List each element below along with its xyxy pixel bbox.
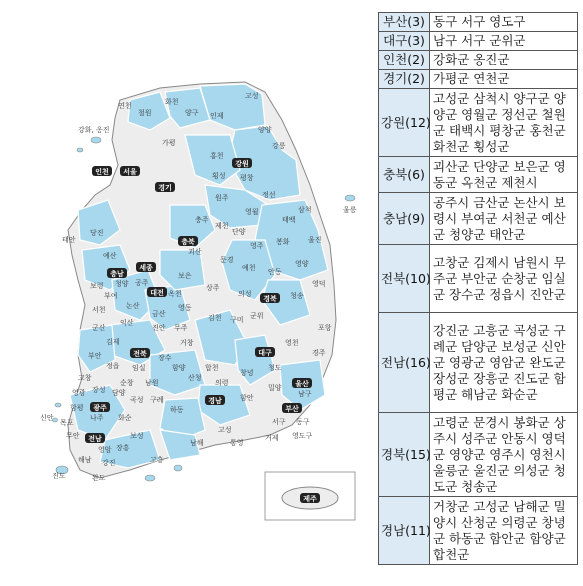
- svg-text:군산: 군산: [92, 324, 106, 332]
- svg-text:영월: 영월: [245, 208, 259, 216]
- svg-text:보령: 보령: [90, 282, 104, 290]
- svg-text:영동: 영동: [178, 304, 192, 312]
- legend-region: 충남(9): [379, 193, 430, 245]
- legend-list: 강진군 고흥군 곡성군 구례군 담양군 보성군 신안군 영광군 영암군 완도군 장성군 장흥군 진도군 함평군 해남군 화순군: [430, 313, 578, 413]
- svg-text:청도: 청도: [268, 364, 282, 372]
- legend-region: 경남(11): [379, 497, 430, 565]
- svg-text:철원: 철원: [138, 109, 152, 117]
- svg-text:공주: 공주: [135, 279, 149, 287]
- svg-text:고창: 고창: [78, 374, 92, 382]
- svg-text:경남: 경남: [208, 397, 222, 405]
- legend-row-gangwon: [379, 89, 578, 157]
- svg-text:보성: 보성: [130, 432, 144, 440]
- svg-text:영도구: 영도구: [292, 432, 313, 440]
- svg-text:김제: 김제: [106, 338, 120, 346]
- svg-text:서구: 서구: [272, 418, 286, 426]
- svg-text:청양: 청양: [115, 280, 129, 288]
- svg-text:담양: 담양: [112, 389, 126, 397]
- svg-text:서천: 서천: [92, 306, 106, 314]
- svg-text:태안: 태안: [62, 236, 76, 244]
- svg-text:장흥: 장흥: [116, 444, 130, 452]
- svg-text:가평: 가평: [162, 139, 176, 147]
- svg-text:부여: 부여: [104, 292, 118, 300]
- svg-text:충남: 충남: [110, 270, 124, 278]
- svg-text:함안: 함안: [240, 394, 254, 402]
- svg-text:거창: 거창: [180, 339, 194, 347]
- svg-text:세종: 세종: [139, 264, 153, 272]
- legend-list: 고성군 삼척시 양구군 양양군 영월군 정선군 철원군 태백시 평창군 홍천군 화천군 횡성군: [430, 89, 578, 157]
- svg-text:김천: 김천: [208, 314, 222, 322]
- svg-text:제주: 제주: [303, 495, 317, 503]
- svg-text:창녕: 창녕: [240, 369, 254, 377]
- svg-text:홍천: 홍천: [210, 152, 224, 160]
- svg-text:경주: 경주: [312, 349, 326, 357]
- legend-list: 거창군 고성군 남해군 밀양시 산청군 의령군 창녕군 하동군 함안군 함양군 합천군: [430, 497, 578, 565]
- svg-text:양양: 양양: [258, 126, 272, 134]
- svg-text:무안: 무안: [66, 432, 80, 440]
- legend-region: 부산(3): [379, 13, 430, 32]
- svg-text:익산: 익산: [120, 319, 134, 327]
- legend-region: 경북(15): [379, 413, 430, 497]
- svg-text:횡성: 횡성: [212, 172, 226, 180]
- svg-text:금산: 금산: [152, 310, 166, 318]
- svg-text:충북: 충북: [181, 238, 195, 246]
- legend-row-incheon: [379, 51, 578, 70]
- svg-text:서울: 서울: [123, 168, 137, 176]
- svg-text:논산: 논산: [126, 302, 140, 310]
- svg-text:상주: 상주: [206, 284, 220, 292]
- svg-text:구미: 구미: [230, 316, 244, 324]
- legend-list: 고창군 김제시 남원시 무주군 부안군 순창군 임실군 장수군 정읍시 진안군: [430, 245, 578, 313]
- svg-text:정선: 정선: [262, 191, 276, 199]
- legend-region: 인천(2): [379, 51, 430, 70]
- svg-text:원주: 원주: [215, 194, 229, 202]
- svg-text:포항: 포항: [318, 324, 332, 332]
- svg-text:안동: 안동: [268, 268, 282, 276]
- svg-text:장성: 장성: [92, 386, 106, 394]
- svg-text:청송: 청송: [290, 292, 304, 300]
- svg-text:하동: 하동: [170, 406, 184, 414]
- svg-text:함평: 함평: [70, 404, 84, 412]
- svg-text:경북: 경북: [263, 295, 277, 303]
- legend-row-chungbuk: [379, 157, 578, 193]
- svg-text:함양: 함양: [172, 364, 186, 372]
- svg-text:진도: 진도: [52, 472, 66, 480]
- svg-text:영주: 영주: [250, 242, 264, 250]
- svg-text:인천: 인천: [95, 168, 109, 176]
- svg-text:울릉: 울릉: [343, 206, 357, 214]
- legend-row-daegu: [379, 32, 578, 51]
- legend-region: 전남(16): [379, 313, 430, 413]
- svg-text:임실: 임실: [132, 364, 146, 372]
- legend-row-gyeongbuk: [379, 413, 578, 497]
- svg-text:군위: 군위: [250, 312, 264, 320]
- svg-text:연천: 연천: [118, 102, 132, 110]
- svg-text:삼척: 삼척: [298, 206, 312, 214]
- svg-text:신안: 신안: [40, 414, 54, 422]
- svg-text:나주: 나주: [90, 414, 104, 422]
- svg-text:통영: 통영: [230, 439, 244, 447]
- svg-text:남구: 남구: [298, 390, 312, 398]
- svg-text:전북: 전북: [133, 350, 147, 358]
- svg-text:당진: 당진: [90, 229, 104, 237]
- svg-text:대구: 대구: [258, 349, 272, 357]
- svg-text:장수: 장수: [158, 354, 172, 362]
- svg-text:제천: 제천: [215, 222, 229, 230]
- svg-text:경기: 경기: [158, 184, 172, 192]
- svg-text:남해: 남해: [190, 439, 204, 447]
- svg-text:영양: 영양: [295, 260, 309, 268]
- legend-list: 강화군 옹진군: [430, 51, 578, 70]
- svg-text:영암: 영암: [98, 446, 112, 454]
- svg-text:광주: 광주: [93, 404, 107, 412]
- svg-text:고성: 고성: [245, 92, 259, 100]
- svg-text:강릉: 강릉: [272, 142, 286, 150]
- svg-text:해남: 해남: [78, 456, 92, 464]
- legend-row-busan: [379, 13, 578, 32]
- legend-row-jeonnam: [379, 313, 578, 413]
- legend-region: 충북(6): [379, 157, 430, 193]
- svg-text:목포: 목포: [60, 419, 74, 427]
- svg-text:영덕: 영덕: [312, 280, 326, 288]
- legend-row-gyeongnam: [379, 497, 578, 565]
- svg-text:동구: 동구: [296, 418, 310, 426]
- svg-text:울산: 울산: [295, 380, 309, 388]
- legend-region: 강원(12): [379, 89, 430, 157]
- svg-text:영천: 영천: [285, 339, 299, 347]
- svg-text:합천: 합천: [205, 364, 219, 372]
- svg-text:고성: 고성: [218, 426, 232, 434]
- legend-list: 고령군 문경시 봉화군 상주시 성주군 안동시 영덕군 영양군 영주시 영천시 울릉군 울진군 의성군 청도군 청송군: [430, 413, 578, 497]
- legend-list: 가평군 연천군: [430, 70, 578, 89]
- svg-text:영광: 영광: [72, 389, 86, 397]
- legend-region: 대구(3): [379, 32, 430, 51]
- svg-text:예천: 예천: [242, 264, 256, 272]
- svg-text:화천: 화천: [165, 98, 179, 106]
- svg-text:예산: 예산: [103, 252, 117, 260]
- svg-text:의령: 의령: [215, 379, 229, 387]
- svg-text:밀양: 밀양: [268, 384, 282, 392]
- svg-text:충주: 충주: [195, 216, 209, 224]
- legend-row-chungnam: [379, 193, 578, 245]
- legend-list: 남구 서구 군위군: [430, 32, 578, 51]
- svg-text:평창: 평창: [240, 174, 254, 182]
- svg-text:곡성: 곡성: [130, 396, 144, 404]
- legend-list: 동구 서구 영도구: [430, 13, 578, 32]
- svg-text:남원: 남원: [145, 379, 159, 387]
- legend-region: 경기(2): [379, 70, 430, 89]
- svg-text:봉화: 봉화: [276, 238, 290, 246]
- svg-text:진안: 진안: [152, 324, 166, 332]
- svg-text:강진: 강진: [102, 459, 116, 467]
- region-legend-table: [378, 12, 578, 565]
- svg-text:의성: 의성: [238, 290, 252, 298]
- legend-list: 괴산군 단양군 보은군 영동군 옥천군 제천시: [430, 157, 578, 193]
- svg-text:울진: 울진: [308, 236, 322, 244]
- svg-text:고흥: 고흥: [150, 456, 164, 464]
- svg-text:완도: 완도: [92, 474, 106, 482]
- svg-text:문경: 문경: [220, 256, 234, 264]
- legend-row-jeonbuk: [379, 245, 578, 313]
- legend-row-gyeonggi: [379, 70, 578, 89]
- svg-text:부안: 부안: [88, 352, 102, 360]
- svg-text:부산: 부산: [285, 405, 299, 413]
- svg-text:대전: 대전: [150, 289, 164, 297]
- svg-text:무주: 무주: [174, 324, 188, 332]
- svg-text:강화, 옹진: 강화, 옹진: [78, 126, 110, 134]
- legend-list: 공주시 금산군 논산시 보령시 부여군 서천군 예산군 청양군 태안군: [430, 193, 578, 245]
- svg-text:강원: 강원: [235, 160, 249, 168]
- svg-text:태백: 태백: [282, 216, 296, 224]
- svg-text:화순: 화순: [118, 414, 132, 422]
- svg-text:옥천: 옥천: [168, 290, 182, 298]
- svg-text:정읍: 정읍: [106, 362, 120, 370]
- svg-text:거제: 거제: [265, 434, 279, 442]
- svg-text:산청: 산청: [188, 374, 202, 382]
- svg-text:순창: 순창: [120, 379, 134, 387]
- svg-text:전남: 전남: [88, 435, 102, 443]
- legend-region: 전북(10): [379, 245, 430, 313]
- svg-text:구례: 구례: [150, 396, 164, 404]
- svg-text:괴산: 괴산: [188, 248, 202, 256]
- svg-text:단양: 단양: [232, 228, 246, 236]
- svg-text:인제: 인제: [210, 112, 224, 120]
- svg-text:보은: 보은: [178, 272, 192, 280]
- svg-text:양구: 양구: [185, 109, 199, 117]
